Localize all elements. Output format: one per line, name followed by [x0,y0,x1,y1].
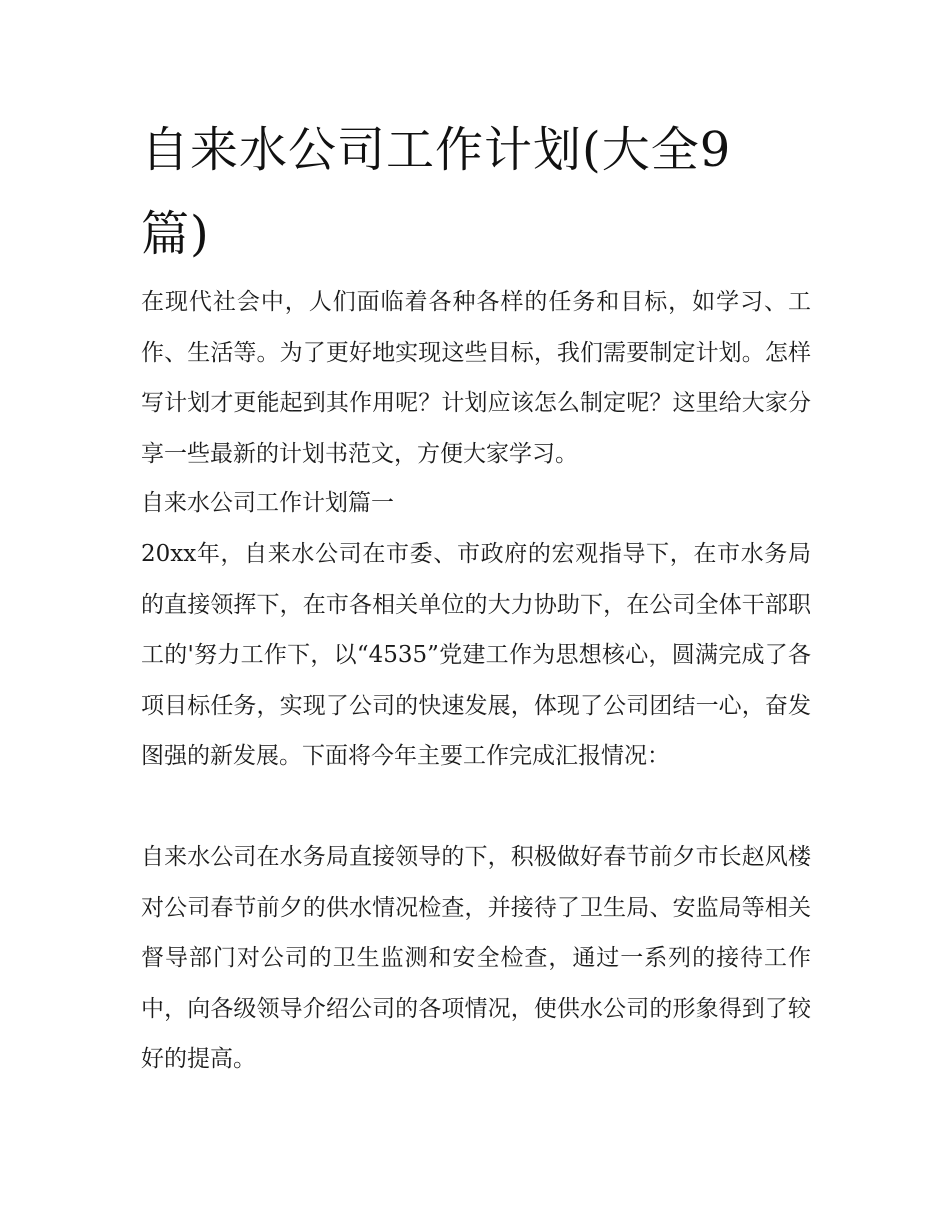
intro-paragraph: 在现代社会中，人们面临着各种各样的任务和目标，如学习、工作、生活等。为了更好地实现这些目标，我们需要制定计划。怎样写计划才更能起到其作用呢？计划应该怎么制定呢？这里给大家分享一些最新的计划书范文，方便大家学习。 [141,289,811,467]
section-heading: 自来水公司工作计划篇一 [141,490,394,516]
body-paragraph-1: 20xx年，自来水公司在市委、市政府的宏观指导下，在市水务局的直接领挥下，在市各相关单位的大力协助下，在公司全体干部职工的'努力工作下，以“4535”党建工作为思想核心，圆满完成了各项目标任务，实现了公司的快速发展，体现了公司团结一心，奋发图强的新发展。下面将今年主要工作完成汇报情况： [141,541,811,770]
document-title: 自来水公司工作计划(大全9篇) [141,122,732,262]
body-paragraph-2: 自来水公司在水务局直接领导的下，积极做好春节前夕市长赵风楼对公司春节前夕的供水情况检查，并接待了卫生局、安监局等相关督导部门对公司的卫生监测和安全检查，通过一系列的接待工作中，向各级领导介绍公司的各项情况，使供水公司的形象得到了较好的提高。 [141,844,811,1073]
